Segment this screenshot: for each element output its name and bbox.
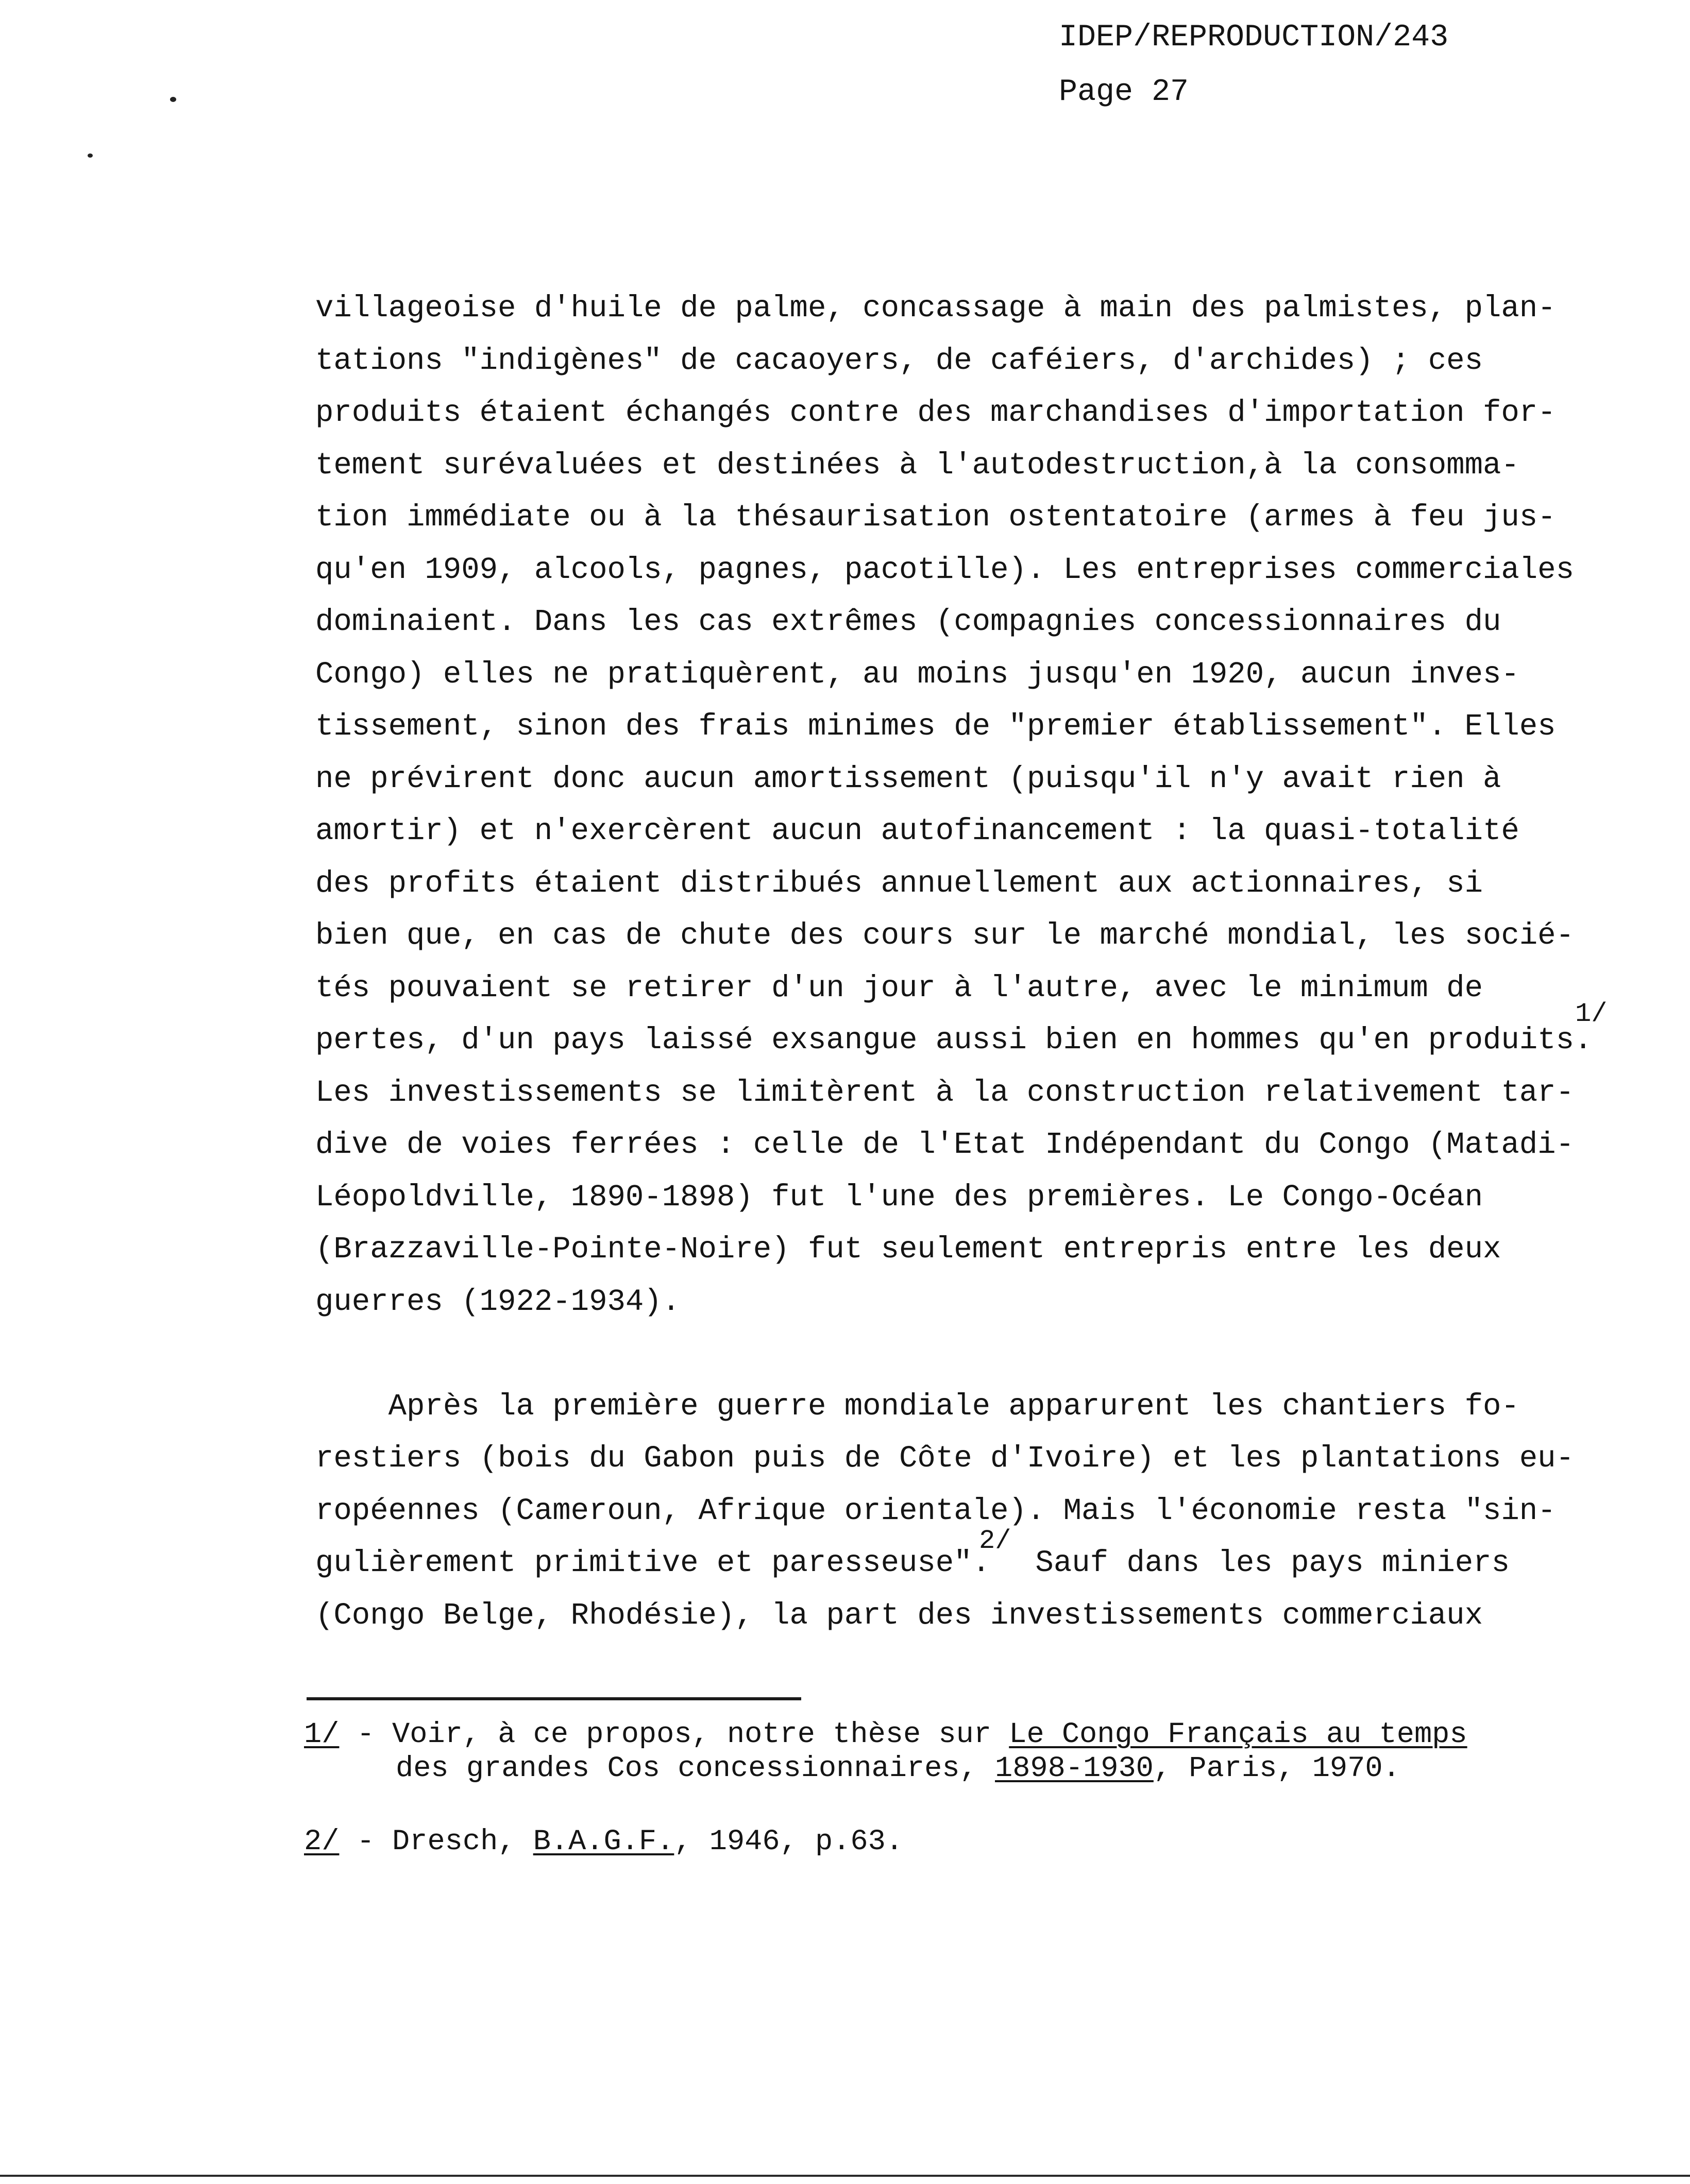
footnote-1-space [977,1752,995,1785]
text-line: dive de voies ferrées : celle de l'Etat Indépendant du Congo (Matadi- [315,1128,1574,1162]
text-line: villageoise d'huile de palme, concassage à main des palmistes, plan- [315,291,1556,326]
footnote-separator [307,1697,801,1700]
footnote-1 [304,1718,1467,1786]
text-line [315,999,1608,1067]
text-line-continuation: Sauf dans les pays miniers [1017,1546,1510,1580]
footnote-2-source: B.A.G.F. [533,1825,674,1858]
footnote-2-text: - Dresch, [339,1825,533,1858]
text-line: ropéennes (Cameroun, Afrique orientale). Mais l'économie resta "sin- [315,1493,1556,1528]
footnote-1-text: - Voir, à ce propos, notre thèse sur [339,1718,1009,1751]
text-line: tement surévaluées et destinées à l'autodestruction,à la consomma- [315,448,1519,483]
page-header [1059,10,1448,120]
paragraph-1 [315,282,1608,1328]
text-line: produits étaient échangés contre des marchandises d'importation for- [315,396,1556,430]
text-line: qu'en 1909, alcools, pagnes, pacotille). Les entreprises commerciales [315,552,1574,587]
text-line: Léopoldville, 1890-1898) fut l'une des premières. Le Congo-Océan [315,1180,1483,1215]
text-line: bien que, en cas de chute des cours sur le marché mondial, les socié- [315,918,1574,953]
footnote-reference-2: 2/ [979,1526,1011,1556]
text-line: tations "indigènes" de cacaoyers, de caféiers, d'archides) ; ces [315,343,1483,378]
text-line: (Congo Belge, Rhodésie), la part des investissements commerciaux [315,1598,1483,1633]
scan-speck [170,97,176,102]
text-line [315,1526,1593,1590]
text-line: guerres (1922-1934). [315,1284,681,1319]
footnote-1-title: Le Congo Français au temps [1009,1718,1467,1751]
text-line: tés pouvaient se retirer d'un jour à l'autre, avec le minimum de [315,970,1483,1005]
text-line: dominaient. Dans les cas extrêmes (compagnies concessionnaires du [315,605,1501,639]
text-line-content: gulièrement primitive et paresseuse". [315,1546,991,1580]
text-line: amortir) et n'exercèrent aucun autofinancement : la quasi-totalité [315,814,1519,848]
text-line: Après la première guerre mondiale apparurent les chantiers fo- [315,1389,1519,1424]
paragraph-2 [315,1380,1593,1642]
document-reference: IDEP/REPRODUCTION/243 [1059,20,1449,55]
footnote-1-text-end: , Paris, 1970. [1153,1752,1400,1785]
text-line: ne prévirent donc aucun amortissement (puisqu'il n'y avait rien à [315,761,1501,796]
text-line: Congo) elles ne pratiquèrent, au moins jusqu'en 1920, aucun inves- [315,657,1519,692]
body-text [315,282,1608,1642]
footnote-2-text-end: , 1946, p.63. [674,1825,904,1858]
text-line-content: pertes, d'un pays laissé exsangue aussi bien en hommes qu'en produits. [315,1023,1593,1057]
text-line: des profits étaient distribués annuellement aux actionnaires, si [315,866,1483,901]
footnote-1-years: 1898-1930 [995,1752,1154,1785]
paragraph-gap [315,1328,1593,1380]
text-line: tissement, sinon des frais minimes de "premier établissement". Elles [315,709,1556,744]
text-line: (Brazzaville-Pointe-Noire) fut seulement entrepris entre les deux [315,1232,1501,1267]
scan-speck [88,153,93,158]
text-line: Les investissements se limitèrent à la construction relativement tar- [315,1075,1574,1110]
text-line: restiers (bois du Gabon puis de Côte d'Ivoire) et les plantations eu- [315,1441,1574,1476]
page-bottom-edge [0,2175,1690,2177]
footnote-2 [304,1825,1467,1859]
text-line: tion immédiate ou à la thésaurisation ostentatoire (armes à feu jus- [315,500,1556,535]
footnote-reference-1: 1/ [1575,999,1608,1029]
footnote-1-marker: 1/ [304,1718,340,1751]
footnote-1-title-continued: des grandes Cos concessionnaires, [396,1752,977,1785]
footnotes [304,1718,1467,1859]
footnote-2-marker: 2/ [304,1825,340,1858]
page-number: Page 27 [1059,75,1189,110]
